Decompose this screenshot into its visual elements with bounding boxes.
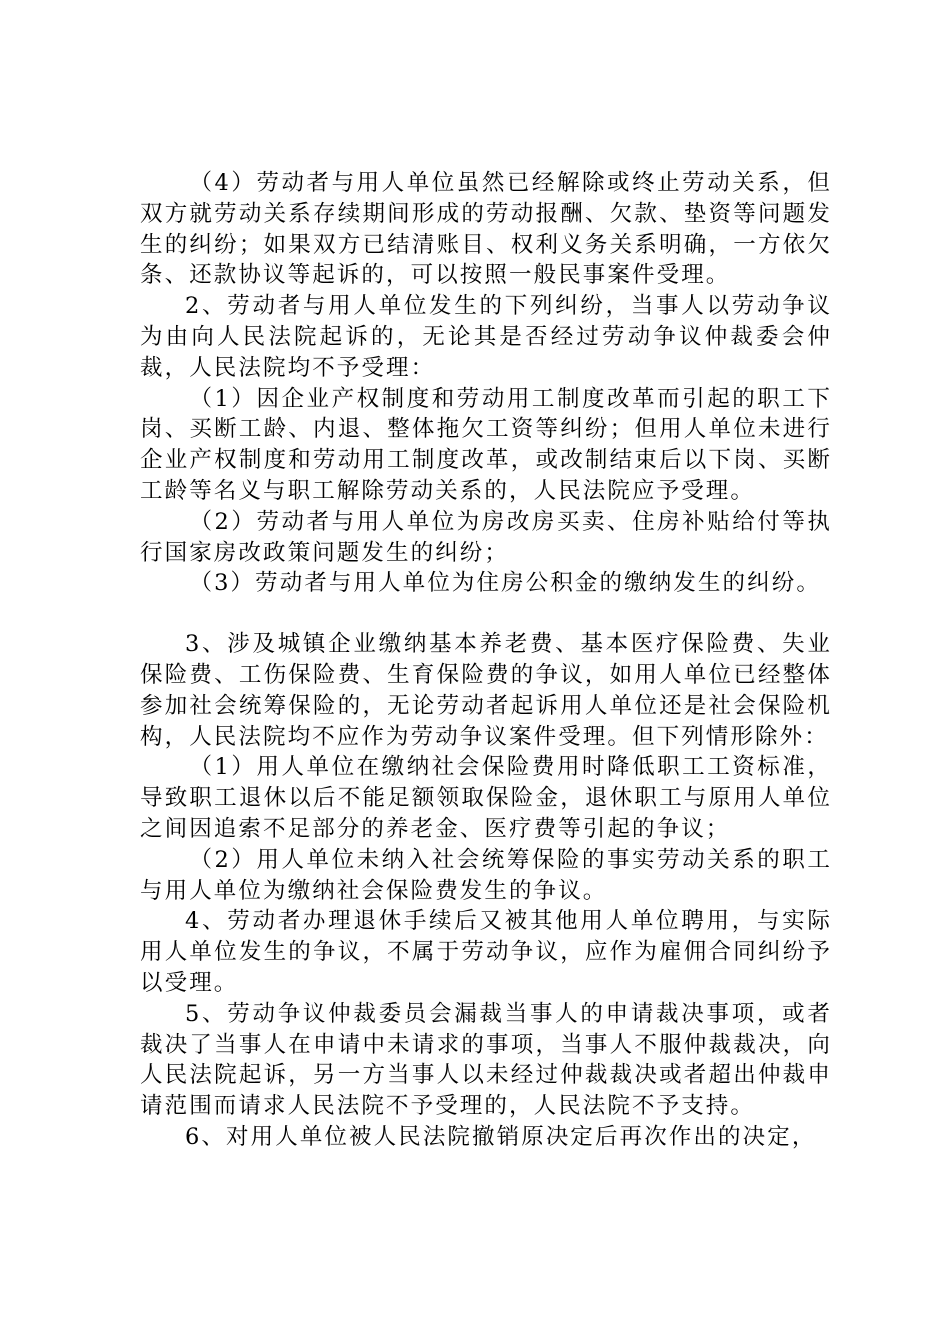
paragraph-2-1: （1）因企业产权制度和劳动用工制度改革而引起的职工下岗、买断工龄、内退、整体拖欠工资等纠纷；但用人单位未进行企业产权制度和劳动用工制度改革，或改制结束后以下岗、买断工龄等名义与职工解除劳动关系的，人民法院应予受理。 xyxy=(140,385,832,504)
paragraph-6: 6、对用人单位被人民法院撤销原决定后再次作出的决定， xyxy=(185,1123,817,1150)
paragraph-2-3: （3）劳动者与用人单位为住房公积金的缴纳发生的纠纷。 xyxy=(189,570,821,597)
paragraph-3-1: （1）用人单位在缴纳社会保险费用时降低职工工资标准，导致职工退休以后不能足额领取保险金，退休职工与原用人单位之间因追索不足部分的养老金、医疗费等引起的争议； xyxy=(140,754,832,842)
paragraph-1-4: （4）劳动者与用人单位虽然已经解除或终止劳动关系，但双方就劳动关系存续期间形成的劳动报酬、欠款、垫资等问题发生的纠纷；如果双方已结清账目、权利义务关系明确，一方依欠条、还款协议等起诉的，可以按照一般民事案件受理。 xyxy=(140,170,832,289)
paragraph-5: 5、劳动争议仲裁委员会漏裁当事人的申请裁决事项，或者裁决了当事人在申请中未请求的事项，当事人不服仲裁裁决，向人民法院起诉，另一方当事人以未经过仲裁裁决或者超出仲裁申请范围而请求人民法院不予受理的，人民法院不予支持。 xyxy=(140,1000,832,1120)
paragraph-2: 2、劳动者与用人单位发生的下列纠纷，当事人以劳动争议为由向人民法院起诉的，无论其是否经过劳动争议仲裁委会仲裁，人民法院均不予受理： xyxy=(140,293,832,381)
document-body xyxy=(140,168,832,1153)
paragraph-3-2: （2）用人单位未纳入社会统筹保险的事实劳动关系的职工与用人单位为缴纳社会保险费发生的争议。 xyxy=(140,846,832,904)
paragraph-2-2: （2）劳动者与用人单位为房改房买卖、住房补贴给付等执行国家房改政策问题发生的纠纷； xyxy=(140,508,832,566)
paragraph-4: 4、劳动者办理退休手续后又被其他用人单位聘用，与实际用人单位发生的争议，不属于劳动争议，应作为雇佣合同纠纷予以受理。 xyxy=(140,908,832,996)
paragraph-3: 3、涉及城镇企业缴纳基本养老费、基本医疗保险费、失业保险费、工伤保险费、生育保险费的争议，如用人单位已经整体参加社会统筹保险的，无论劳动者起诉用人单位还是社会保险机构，人民法院均不应作为劳动争议案件受理。但下列情形除外： xyxy=(140,631,832,750)
